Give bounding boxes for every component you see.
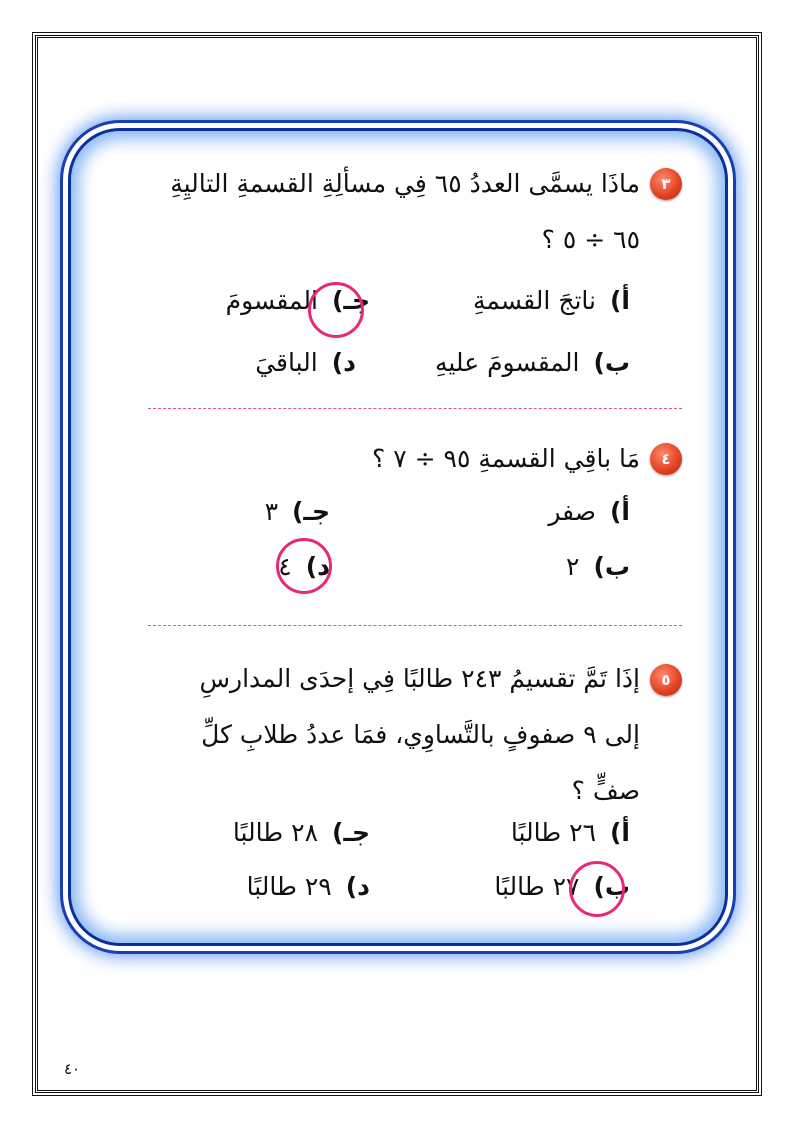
option-value: ٢٨ طالبًا: [232, 818, 318, 847]
option-letter: جـ): [332, 286, 370, 315]
question-3-option-a[interactable]: [473, 286, 630, 315]
question-3-option-d[interactable]: [255, 348, 356, 377]
question-5-text-line2: إلى ٩ صفوفٍ بالتَّساوِي، فمَا عددُ طلابِ كلِّ: [201, 720, 640, 749]
question-4-option-b[interactable]: [566, 552, 630, 581]
option-value: المقسومَ عليهِ: [434, 348, 580, 377]
question-5-option-c[interactable]: [233, 818, 370, 847]
option-letter: أ): [610, 286, 630, 315]
option-letter: د): [345, 872, 370, 901]
selected-answer-circle: [569, 861, 625, 917]
option-letter: جـ): [332, 818, 370, 847]
selected-answer-circle: [276, 538, 332, 594]
option-value: ٤: [278, 552, 292, 581]
option-letter: د): [331, 348, 356, 377]
option-letter: ب): [593, 552, 630, 581]
question-5-number-badge: ٥: [650, 664, 682, 696]
question-3-option-b[interactable]: [435, 348, 630, 377]
option-letter: أ): [610, 497, 630, 526]
question-3-text-line1: ماذَا يسمَّى العددُ ٦٥ فِي مسألِةِ القسمةِ التاليِةِ: [170, 169, 640, 198]
option-value: ٣: [264, 497, 278, 526]
option-letter: د): [305, 552, 330, 581]
question-4-option-c[interactable]: [265, 497, 330, 526]
divider-dashed: [148, 625, 682, 626]
question-4-text-line1: مَا باقِي القسمةِ ٩٥ ÷ ٧ ؟: [372, 444, 640, 473]
question-4-number-badge: ٤: [650, 443, 682, 475]
option-value: الباقيَ: [255, 348, 318, 377]
page-number: ٤٠: [64, 1060, 81, 1078]
option-value: ٢٩ طالبًا: [246, 872, 332, 901]
option-letter: جـ): [292, 497, 330, 526]
question-5-text-line1: إذَا تَمَّ تقسيمُ ٢٤٣ طالبًا فِي إحدَى المدارسِ: [199, 664, 640, 693]
question-3-text-line2: ٦٥ ÷ ٥ ؟: [541, 225, 640, 254]
selected-answer-circle: [308, 282, 364, 338]
option-value: صفر: [548, 497, 596, 526]
question-5-option-a[interactable]: [511, 818, 630, 847]
option-letter: أ): [610, 818, 630, 847]
divider-dashed: [148, 408, 682, 409]
option-value: ٢٦ طالبًا: [510, 818, 596, 847]
option-value: ٢: [566, 552, 580, 581]
question-5-option-d[interactable]: [247, 872, 370, 901]
option-value: ٢٧ طالبًا: [494, 872, 580, 901]
question-5-text-line3: صفٍّ ؟: [571, 776, 640, 805]
option-letter: ب): [593, 348, 630, 377]
question-4-option-a[interactable]: [548, 497, 630, 526]
question-3-number-badge: ٣: [650, 168, 682, 200]
option-letter: ب): [593, 872, 630, 901]
option-value: المقسومَ: [225, 286, 318, 315]
option-value: ناتجَ القسمةِ: [473, 286, 596, 315]
